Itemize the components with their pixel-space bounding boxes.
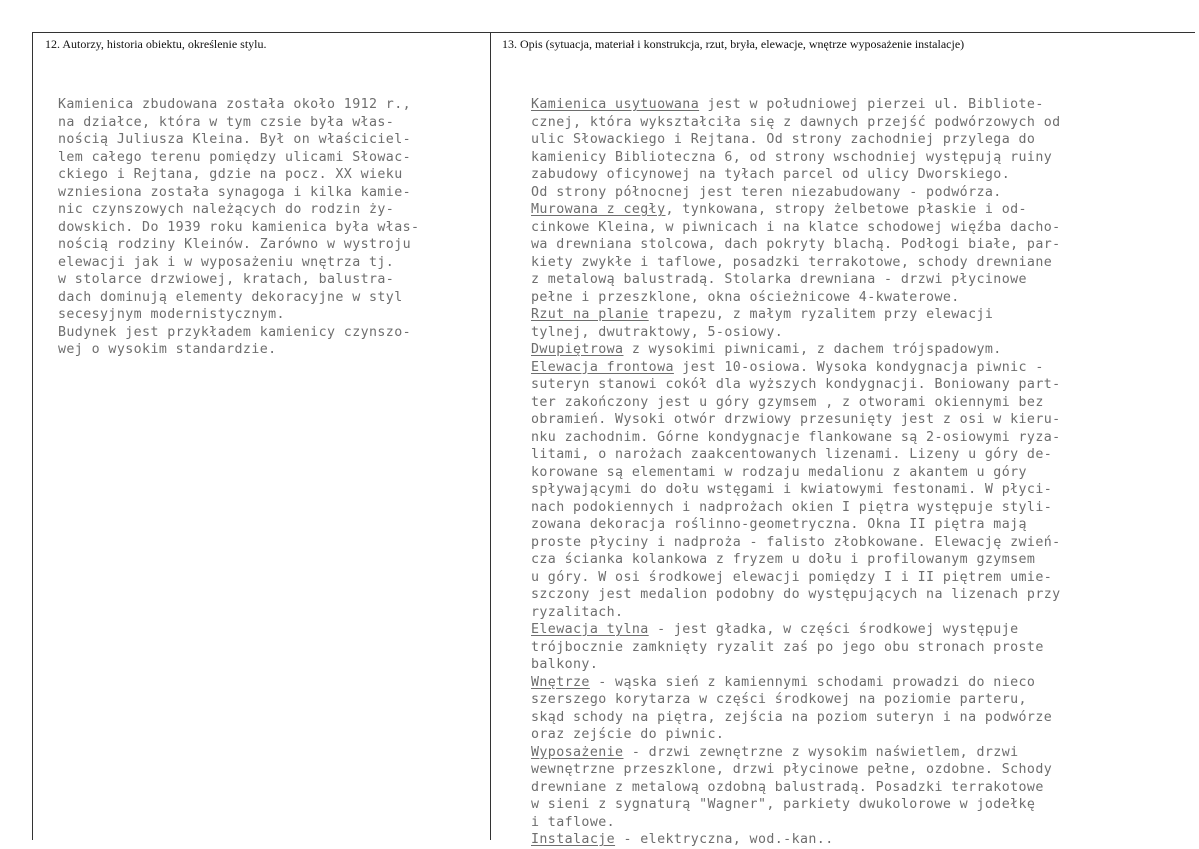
description-line <box>531 779 1061 797</box>
description-line-text: litami, o narożach zaakcentowanych lizenami. Lizeny u góry de- <box>531 447 1053 462</box>
description-line <box>531 429 1061 447</box>
history-line: wej o wysokim standardzie. <box>58 342 277 357</box>
description-line <box>531 96 1061 114</box>
description-text <box>531 96 1061 849</box>
history-line: secesyjnym modernistycznym. <box>58 307 285 322</box>
section-keyword: Wnętrze <box>531 674 590 690</box>
history-line: na działce, która w tym czsie była włas- <box>58 114 395 130</box>
description-line-text: ulic Słowackiego i Rejtana. Od strony zachodniej przylega do <box>531 132 1036 147</box>
description-line <box>531 709 1061 727</box>
description-line-text: nku zachodnim. Górne kondygnacje flankowane są 2-osiowymi ryza- <box>531 429 1061 445</box>
history-line: wzniesiona została synagoga i kilka kamie- <box>58 184 412 200</box>
description-line-text: proste płyciny i nadproża - falisto złobkowane. Elewację zwień- <box>531 534 1061 550</box>
description-line <box>531 201 1061 219</box>
description-line-text: - jest gładka, w części środkowej występuje <box>648 622 1019 637</box>
description-line-text: korowane są elementami w rodzaju medalionu z akantem u góry <box>531 464 1027 480</box>
description-line <box>531 394 1061 412</box>
description-line <box>531 481 1061 499</box>
description-line <box>531 639 1061 657</box>
history-line: w stolarce drzwiowej, kratach, balustra- <box>58 272 395 287</box>
description-line <box>531 149 1061 167</box>
description-line <box>531 534 1061 552</box>
description-line-text: balkony. <box>531 657 599 672</box>
description-line-text: cza ścianka kolankowa z fryzem u dołu i profilowanym gzymsem <box>531 552 1036 567</box>
description-line-text: Od strony północnej jest teren niezabudowany - podwórza. <box>531 184 1002 200</box>
description-line-text: ryzalitach. <box>531 604 624 620</box>
description-line-text: w sieni z sygnaturą "Wagner", parkiety dwukolorowe w jodełkę <box>531 797 1036 812</box>
description-line-text: obramień. Wysoki otwór drzwiowy przesunięty jest z osi w kieru- <box>531 412 1061 427</box>
history-line: dowskich. Do 1939 roku kamienica była włas- <box>58 219 420 235</box>
section-keyword: Rzut na planie <box>531 307 649 322</box>
description-line <box>531 114 1061 132</box>
description-line-text: wa drewniana stolcowa, dach pokryty blachą. Podłogi białe, par- <box>531 237 1061 252</box>
description-line <box>531 499 1061 517</box>
history-text <box>58 96 419 359</box>
description-line-text: - elektryczna, wod.-kan.. <box>615 832 834 847</box>
description-line <box>531 306 1061 324</box>
description-line-text: u góry. W osi środkowej elewacji pomiędzy I i II piętrem umie- <box>531 569 1053 585</box>
description-line-text: - drzwi zewnętrzne z wysokim naświetlem, drzwi <box>623 744 1019 760</box>
description-line-text: pełne i przeszklone, okna ościeżnicowe 4-kwaterowe. <box>531 289 960 305</box>
description-line <box>531 376 1061 394</box>
description-line <box>531 569 1061 587</box>
description-line <box>531 289 1061 307</box>
history-line: nic czynszowych należących do rodzin ży- <box>58 202 395 217</box>
description-line-text: szczony jest medalion podobny do występujących na lizenach przy <box>531 587 1061 602</box>
description-line <box>531 411 1061 429</box>
description-line <box>531 814 1061 832</box>
description-line-text: skąd schody na piętra, zejścia na poziom suteryn i na podwórze <box>531 709 1053 725</box>
description-line <box>531 446 1061 464</box>
description-line-text: i taflowe. <box>531 814 616 830</box>
description-line-text: - wąska sień z kamiennymi schodami prowadzi do nieco <box>589 674 1036 690</box>
section-keyword: Instalacje <box>531 832 616 847</box>
history-line: nością rodziny Kleinów. Zarówno w wystroju <box>58 237 412 252</box>
description-line-text: spływającymi do dołu wstęgami i kwiatowymi festonami. W płyci- <box>531 482 1053 497</box>
history-line: Budynek jest przykładem kamienicy czynszo- <box>58 324 412 340</box>
description-line <box>531 254 1061 272</box>
section-keyword: Murowana z cegły <box>531 202 666 217</box>
history-line: dach dominują elementy dekoracyjne w styl <box>58 289 403 305</box>
description-line-text: suteryn stanowi cokół dla wyższych kondygnacji. Boniowany part- <box>531 377 1061 392</box>
description-line-text: drewniane z metalową ozdobną balustradą. Posadzki terrakotowe <box>531 779 1044 795</box>
description-line <box>531 604 1061 622</box>
description-line <box>531 516 1061 534</box>
description-line <box>531 586 1061 604</box>
description-line <box>531 656 1061 674</box>
history-line: elewacji jak i w wyposażeniu wnętrza tj. <box>58 254 395 270</box>
description-line-text: cinkowe Kleina, w piwnicach i na klatce schodowej więźba dacho- <box>531 219 1061 235</box>
description-line-text: szerszego korytarza w części środkowej na poziomie parteru, <box>531 692 1027 707</box>
description-line-text: oraz zejście do piwnic. <box>531 727 725 742</box>
description-line <box>531 761 1061 779</box>
history-line: nością Juliusza Kleina. Był on właściciel- <box>58 132 412 147</box>
section-keyword: Dwupiętrowa <box>531 342 624 357</box>
description-line-text: ter zakończony jest u góry gzymsem , z otworami okiennymi bez <box>531 394 1044 410</box>
description-line <box>531 219 1061 237</box>
section-12-heading: 12. Autorzy, historia obiektu, określenie stylu. <box>45 37 267 51</box>
section-keyword: Elewacja frontowa <box>531 359 674 375</box>
description-line <box>531 131 1061 149</box>
description-line-text: , tynkowana, stropy żelbetowe płaskie i od- <box>665 202 1027 217</box>
history-line: ckiego i Rejtana, gdzie na pocz. XX wieku <box>58 167 403 182</box>
description-line <box>531 551 1061 569</box>
description-line <box>531 674 1061 692</box>
description-line <box>531 166 1061 184</box>
description-line-text: kamienicy Biblioteczna 6, od strony wschodniej występują ruiny <box>531 149 1053 165</box>
description-line-text: z metalową balustradą. Stolarka drewniana - drzwi płycinowe <box>531 272 1027 287</box>
description-line-text: cznej, która wykształciła się z dawnych przejść podwórzowych od <box>531 114 1061 130</box>
history-line: lem całego terenu pomiędzy ulicami Słowac- <box>58 149 412 165</box>
description-line-text: trójbocznie zamknięty ryzalit zaś po jego obu stronach proste <box>531 639 1044 655</box>
column-divider <box>490 32 491 840</box>
description-line-text: jest w południowej pierzei ul. Bibliote- <box>699 97 1044 112</box>
description-line <box>531 796 1061 814</box>
description-line <box>531 271 1061 289</box>
description-line <box>531 341 1061 359</box>
description-line-text: zabudowy oficynowej na tyłach parcel od ulicy Dworskiego. <box>531 167 1011 182</box>
description-line-text: zowana dekoracja roślinno-geometryczna. Okna II piętra mają <box>531 517 1027 532</box>
description-line <box>531 464 1061 482</box>
section-13-heading: 13. Opis (sytuacja, materiał i konstrukcja, rzut, bryła, elewacje, wnętrze wyposażenie instalacje) <box>502 37 965 51</box>
description-line <box>531 184 1061 202</box>
description-line-text: trapezu, z małym ryzalitem przy elewacji <box>648 307 994 322</box>
section-keyword: Kamienica usytuowana <box>531 97 700 112</box>
description-line-text: nach podokiennych i nadprożach okien I piętra występuje styli- <box>531 499 1053 515</box>
description-line <box>531 744 1061 762</box>
description-line <box>531 359 1061 377</box>
description-line-text: tylnej, dwutraktowy, 5-osiowy. <box>531 324 784 340</box>
description-line-text: z wysokimi piwnicami, z dachem trójspadowym. <box>623 342 1002 357</box>
description-line <box>531 726 1061 744</box>
history-line: Kamienica zbudowana została około 1912 r., <box>58 97 412 112</box>
description-line <box>531 621 1061 639</box>
description-line <box>531 691 1061 709</box>
description-line-text: kiety zwykłe i taflowe, posadzki terrakotowe, schody drewniane <box>531 254 1053 270</box>
section-keyword: Elewacja tylna <box>531 622 649 637</box>
description-line <box>531 236 1061 254</box>
section-keyword: Wyposażenie <box>531 744 624 760</box>
description-line-text: jest 10-osiowa. Wysoka kondygnacja piwnic - <box>673 359 1044 375</box>
description-line-text: wewnętrzne przeszklone, drzwi płycinowe pełne, ozdobne. Schody <box>531 762 1053 777</box>
description-line <box>531 324 1061 342</box>
description-line <box>531 831 1061 849</box>
